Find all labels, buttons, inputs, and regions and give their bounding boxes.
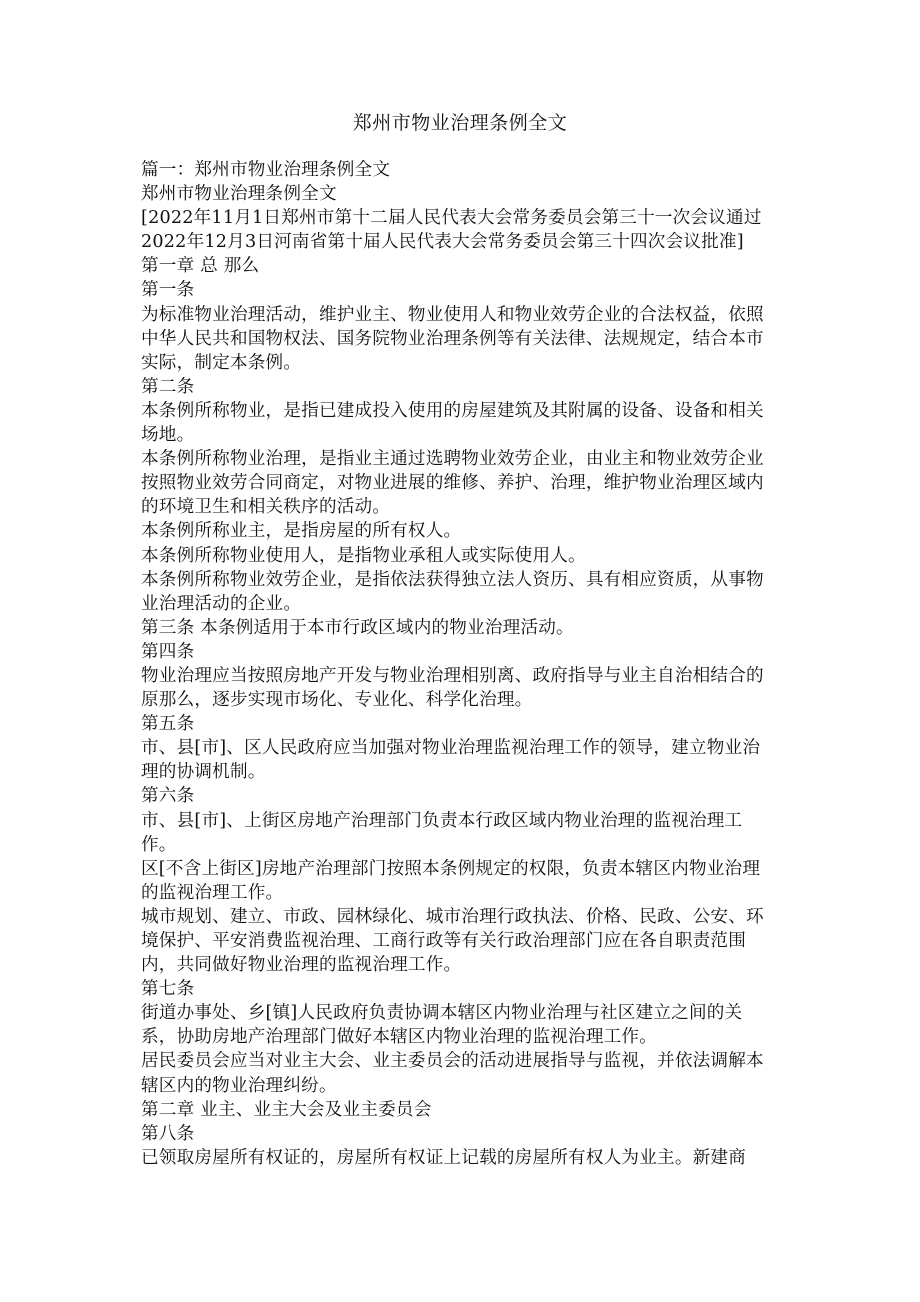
paragraph: [2022年11月1日郑州市第十二届人民代表大会常务委员会第三十一次会议通过 2022年12月3日河南省第十届人民代表大会常务委员会第三十四次会议批准] — [141, 208, 762, 253]
paragraph: 第二条 — [141, 376, 195, 397]
paragraph: 物业治理应当按照房地产开发与物业治理相别离、政府指导与业主自治相结合的原那么，逐步实现市场化、专业化、科学化治理。 — [141, 665, 764, 711]
paragraph: 城市规划、建立、市政、园林绿化、城市治理行政执法、价格、民政、公安、环境保护、平安消费监视治理、工商行政等有关行政治理部门应在各自职责范围内，共同做好物业治理的监视治理工作。 — [141, 906, 764, 976]
paragraph: 为标准物业治理活动，维护业主、物业使用人和物业效劳企业的合法权益，依照中华人民共和国物权法、国务院物业治理条例等有关法律、法规规定，结合本市实际，制定本条例。 — [141, 304, 764, 373]
paragraph: 本条例所称物业使用人，是指物业承租人或实际使用人。 — [141, 545, 586, 566]
paragraph: 第一条 — [141, 280, 195, 301]
paragraph: 篇一：郑州市物业治理条例全文 — [141, 160, 391, 180]
paragraph: 本条例所称物业效劳企业，是指依法获得独立法人资历、具有相应资质，从事物业治理活动的企业。 — [141, 569, 764, 614]
paragraph: 市、县[市]、上街区房地产治理部门负责本行政区域内物业治理的监视治理工作。 — [141, 810, 743, 855]
document-body — [141, 158, 773, 1170]
paragraph: 第五条 — [141, 714, 195, 735]
paragraph: 第七条 — [141, 979, 195, 1000]
paragraph: 第一章 总 那么 — [141, 256, 260, 277]
paragraph: 本条例所称物业治理，是指业主通过选聘物业效劳企业，由业主和物业效劳企业按照物业效劳合同商定，对物业进展的维修、养护、治理，维护物业治理区域内的环境卫生和相关秩序的活动。 — [141, 449, 764, 518]
paragraph: 本条例所称业主，是指房屋的所有权人。 — [141, 521, 462, 542]
paragraph: 已领取房屋所有权证的，房屋所有权证上记载的房屋所有权人为业主。新建商 — [141, 1147, 746, 1168]
paragraph: 第四条 — [141, 641, 195, 662]
paragraph: 第三条 本条例适用于本市行政区域内的物业治理活动。 — [141, 617, 574, 638]
paragraph: 第二章 业主、业主大会及业主委员会 — [141, 1099, 432, 1120]
document-title: 郑州市物业治理条例全文 — [352, 112, 568, 134]
paragraph: 第八条 — [141, 1123, 195, 1144]
paragraph: 市、县[市]、区人民政府应当加强对物业治理监视治理工作的领导，建立物业治理的协调机制。 — [141, 738, 761, 783]
paragraph: 街道办事处、乡[镇]人民政府负责协调本辖区内物业治理与社区建立之间的关系，协助房地产治理部门做好本辖区内物业治理的监视治理工作。 — [141, 1003, 743, 1048]
paragraph: 区[不含上街区]房地产治理部门按照本条例规定的权限，负责本辖区内物业治理的监视治理工作。 — [141, 858, 761, 903]
paragraph: 郑州市物业治理条例全文 — [141, 184, 337, 205]
paragraph: 居民委员会应当对业主大会、业主委员会的活动进展指导与监视，并依法调解本辖区内的物业治理纠纷。 — [141, 1051, 764, 1096]
paragraph: 本条例所称物业，是指已建成投入使用的房屋建筑及其附属的设备、设备和相关场地。 — [141, 400, 764, 446]
paragraph: 第六条 — [141, 786, 195, 807]
